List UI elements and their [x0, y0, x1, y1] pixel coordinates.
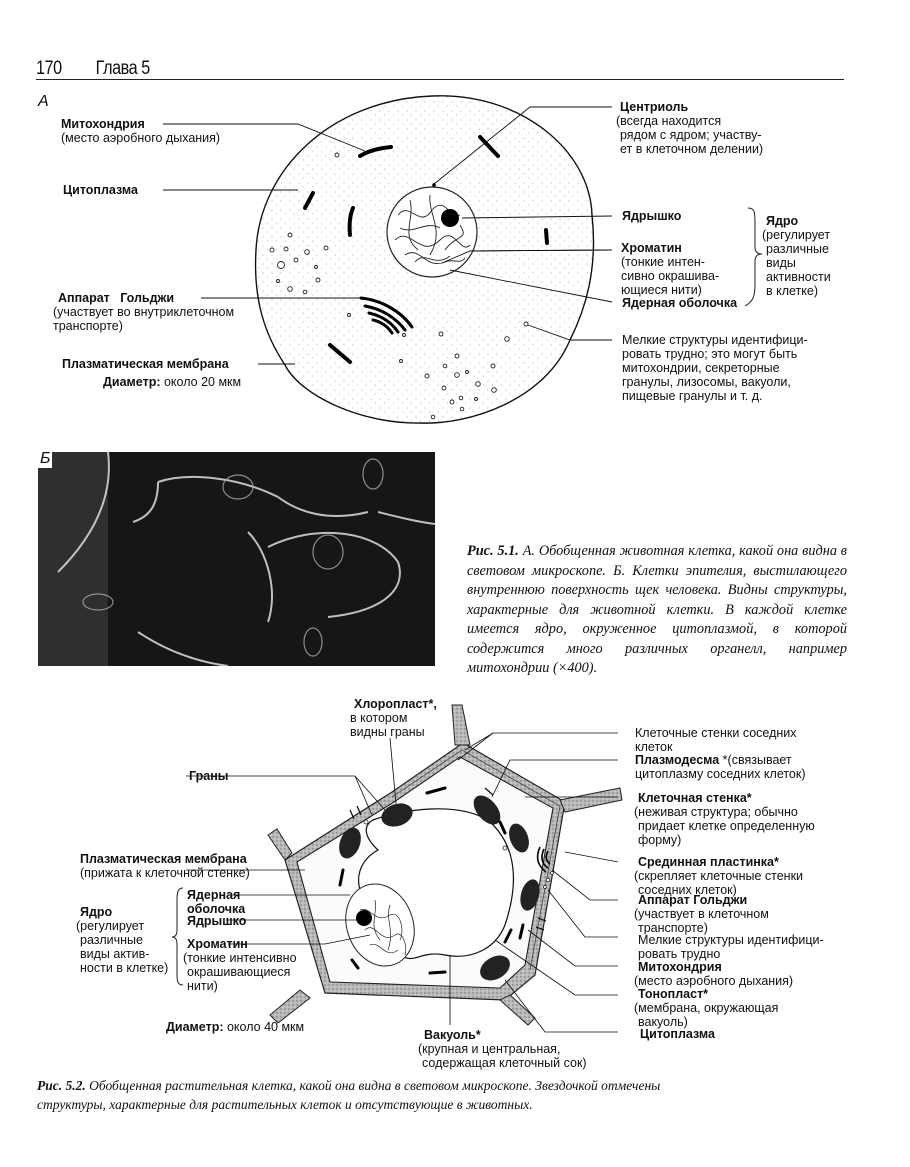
label-tonoplast: Тонопласт* (мембрана, окружающая вакуоль) [634, 987, 779, 1029]
label-nuclear-envelope: Ядерная оболочка [622, 296, 738, 310]
label-plasma-membrane: Плазматическая мембрана [62, 357, 229, 371]
label-chromatin: Хроматин (тонкие интен- сивно окрашива- ющиеся нити) [621, 241, 720, 297]
panel-a-label: А [38, 93, 49, 110]
label-nucleus: Ядро (регулирует различные виды активности в клетке) [762, 214, 831, 298]
epithelial-cells-micrograph [38, 452, 435, 666]
label-middle-lamella: Срединная пластинка* (скрепляет клеточные стенки соседних клеток) [634, 855, 804, 897]
label-plant-cytoplasm: Цитоплазма [640, 1027, 715, 1041]
label-vacuole: Вакуоль* (крупная и центральная, содержащая клеточный сок) [418, 1028, 587, 1070]
label-neighbor-walls: Клеточные стенки соседних клеток [635, 726, 797, 754]
label-centriole: Центриоль (всегда находится рядом с ядром; участву- ет в клеточном делении) [616, 100, 764, 156]
label-plant-nuclear-envelope: Ядерная оболочка [187, 888, 246, 916]
label-plant-small-structures: Мелкие структуры идентифици- ровать трудно [638, 933, 824, 961]
chapter-title: Глава 5 [95, 58, 150, 79]
label-diameter: Диаметр: около 20 мкм [103, 375, 242, 389]
panel-b-label: Б [40, 452, 51, 467]
label-plasmodesma: Плазмодесма *(связывает цитоплазму соседних клеток) [635, 753, 806, 781]
label-mitochondria: Митохондрия (место аэробного дыхания) [61, 117, 221, 145]
label-plant-plasma-membrane: Плазматическая мембрана (прижата к клеточной стенке) [80, 852, 250, 880]
page-number: 170 [36, 58, 62, 79]
label-cell-wall: Клеточная стенка* (неживая структура; обычно придает клетке определенную форму) [634, 791, 815, 847]
label-plant-golgi: Аппарат Гольджи (участвует в клеточном транспорте) [634, 893, 769, 935]
label-plant-mitochondria: Митохондрия (место аэробного дыхания) [634, 960, 794, 988]
label-plant-chromatin: Хроматин (тонкие интенсивно окрашивающиеся нити) [183, 937, 297, 993]
figure-5-2-caption: Рис. 5.2. Обобщенная растительная клетка, какой она видна в световом микроскопе. Звездочкой отмечены структуры, характерные для растительных клеток и отсутствующие в животных. [37, 1078, 661, 1112]
label-grana: Граны [189, 769, 229, 783]
label-plant-nucleus: Ядро (регулирует различные виды актив- ности в клетке) [76, 905, 169, 975]
label-plant-diameter: Диаметр: около 40 мкм [166, 1020, 305, 1034]
label-plant-nucleolus: Ядрышко [187, 914, 247, 928]
label-small-structures: Мелкие структуры идентифици- ровать трудно; это могут быть митохондрии, секреторные гранулы, лизосомы, вакуоли, пищевые гранулы и т. д. [622, 333, 808, 403]
label-golgi: Аппарат Гольджи (участвует во внутриклеточном транспорте) [53, 291, 235, 333]
label-nucleolus: Ядрышко [622, 209, 682, 223]
label-chloroplast: Хлоропласт*, в котором видны граны [350, 697, 437, 739]
figure-5-1-caption: Рис. 5.1. А. Обобщенная животная клетка, какой она видна в световом микроскопе. Б. Клетки эпителия, выстилающего внутреннюю поверхность щек человека. Видны структуры, характерные для животной клетки. В каждой клетке имеется ядро, окруженное цитоплазмой, в которой содержится много различных органелл, например митохондрии (×400). [467, 543, 847, 676]
label-cytoplasm: Цитоплазма [63, 183, 138, 197]
